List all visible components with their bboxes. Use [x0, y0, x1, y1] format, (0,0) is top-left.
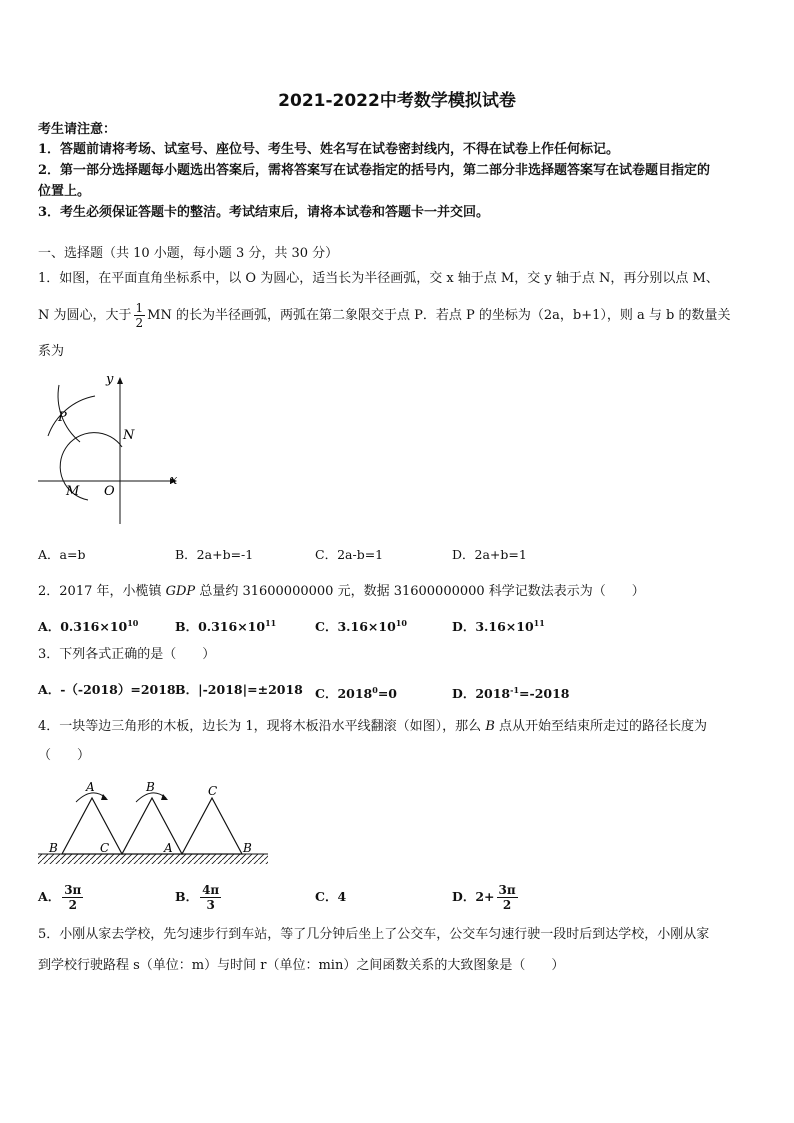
q1-line2	[38, 301, 730, 331]
q4-option-c[interactable]: C．4	[315, 889, 347, 904]
q4-figure	[36, 776, 272, 868]
q4-option-b-num: 4π	[202, 883, 220, 897]
q1-frac-num: 1	[135, 301, 144, 315]
q4-option-a-pre: A．	[38, 889, 61, 904]
q2-option-c-exp: 10	[395, 618, 407, 628]
q1-option-c[interactable]: C．2a-b=1	[315, 547, 384, 562]
section-heading: 一、选择题（共 10 小题，每小题 3 分，共 30 分）	[38, 246, 339, 261]
q3-option-d-tail: =-2018	[519, 686, 570, 702]
q2-stem	[38, 583, 645, 601]
q2-option-b[interactable]	[175, 614, 276, 636]
q4-label-a-top: A	[86, 780, 95, 794]
q2-option-a-base: A．0.316×10	[38, 619, 128, 635]
q2-option-c-base: C．3.16×10	[315, 619, 396, 635]
q2-option-b-exp: 11	[265, 618, 277, 628]
q4-triangle-2	[122, 798, 182, 854]
q2-option-b-base: B．0.316×10	[175, 619, 266, 635]
q5-line2: 到学校行驶路程 s（单位：m）与时间 r（单位：min）之间函数关系的大致图象是（ ）	[38, 958, 565, 973]
notice-heading: 考生请注意：	[38, 122, 117, 137]
q3-option-d-base: D．2018	[452, 686, 511, 702]
notice-item-1: 1．答题前请将考场、试室号、座位号、考生号、姓名写在试卷密封线内，不得在试卷上作任何标记。	[38, 142, 620, 157]
q1-label-n: N	[123, 428, 135, 443]
q4-option-a-num: 3π	[64, 883, 82, 897]
q3-option-d-exp: -1	[510, 685, 520, 695]
q1-option-a[interactable]: A．a=b	[38, 547, 86, 562]
q3-option-c-base: C．2018	[315, 686, 373, 702]
q2-option-a-exp: 10	[127, 618, 139, 628]
q2-option-d-exp: 11	[533, 618, 545, 628]
q4-ground-hatch	[38, 854, 268, 864]
q3-option-c-tail: =0	[377, 686, 397, 702]
q4-stem-pre: 4．一块等边三角形的木板，边长为 1，现将木板沿水平线翻滚（如图），那么	[38, 719, 486, 734]
q4-label-b-right: B	[243, 841, 252, 855]
q4-stem-post: 点从开始至结束所走过的路径长度为	[494, 719, 708, 734]
q4-option-b-den: 3	[206, 898, 215, 912]
notice-item-2: 2．第一部分选择题每小题选出答案后，需将答案写在试卷指定的括号内，第二部分非选择题答案写在试卷题目指定的	[38, 163, 711, 178]
q1-label-y: y	[106, 372, 114, 387]
q4-option-b-pre: B．	[175, 889, 199, 904]
q1-line2-post: MN 的长为半径画弧，两弧在第二象限交于点 P．若点 P 的坐标为（2a，b+1），则 a 与 b 的数量关	[147, 308, 731, 323]
q1-line3: 系为	[38, 344, 65, 359]
q5-line1: 5．小刚从家去学校，先匀速步行到车站，等了几分钟后坐上了公交车，公交车匀速行驶一段时后到达学校，小刚从家	[38, 927, 710, 942]
notice-item-2-cont: 位置上。	[38, 184, 91, 199]
q2-gdp: GDP	[165, 584, 196, 599]
q3-stem: 3．下列各式正确的是（ ）	[38, 647, 216, 662]
q1-label-o: O	[104, 484, 115, 499]
q1-line2-pre: N 为圆心，大于	[38, 308, 132, 323]
q2-stem-pre: 2．2017 年，小榄镇	[38, 584, 166, 599]
q3-option-a[interactable]: A．-（-2018）=2018	[38, 682, 176, 697]
q1-arc-from-m	[48, 396, 95, 436]
q1-option-b[interactable]: B．2a+b=-1	[175, 547, 254, 562]
q4-option-d-pre: D．2+	[452, 889, 495, 904]
q4-option-b[interactable]	[175, 880, 223, 914]
q1-option-d[interactable]: D．2a+b=1	[452, 547, 527, 562]
q1-figure	[30, 368, 190, 528]
q4-option-d-frac	[497, 883, 518, 912]
q4-option-a[interactable]	[38, 880, 85, 914]
q1-label-m: M	[66, 484, 80, 499]
q4-stem-cont: （ ）	[38, 748, 91, 763]
q1-label-x: x	[170, 473, 178, 488]
q4-triangle-1	[62, 798, 122, 854]
q3-option-b[interactable]: B．|-2018|=±2018	[175, 682, 303, 697]
q3-option-c[interactable]	[315, 681, 397, 703]
q4-triangle-3	[182, 798, 242, 854]
q1-label-p: P	[58, 410, 67, 425]
q4-option-d-den: 2	[502, 898, 512, 912]
page-title: 2021-2022中考数学模拟试卷	[278, 91, 516, 111]
q4-label-b-left: B	[49, 841, 58, 855]
q2-option-a[interactable]	[38, 614, 138, 636]
q1-y-arrow	[117, 377, 123, 384]
q4-label-b-top: B	[146, 780, 155, 794]
q4-option-d[interactable]	[452, 880, 520, 914]
q4-option-d-num: 3π	[498, 883, 516, 897]
q4-option-a-frac	[62, 883, 83, 912]
q2-stem-post: 总量约 31600000000 元，数据 31600000000 科学记数法表示为（ ）	[195, 584, 645, 599]
q4-label-c-top: C	[208, 784, 218, 798]
q4-stem	[38, 718, 707, 736]
q4-option-b-frac	[200, 883, 221, 912]
q2-option-d-base: D．3.16×10	[452, 619, 534, 635]
q2-option-c[interactable]	[315, 614, 407, 636]
q4-option-a-den: 2	[68, 898, 77, 912]
q3-option-d[interactable]	[452, 681, 569, 703]
notice-item-3: 3．考生必须保证答题卡的整洁。考试结束后，请将本试卷和答题卡一并交回。	[38, 205, 490, 220]
q1-frac-den: 2	[135, 316, 144, 330]
q4-label-a-bottom: A	[164, 841, 173, 855]
q4-label-c-bottom: C	[100, 841, 110, 855]
q4-var-b: B	[485, 719, 495, 734]
q1-fraction	[134, 301, 146, 330]
q3-option-c-exp: 0	[372, 685, 378, 695]
q2-option-d[interactable]	[452, 614, 545, 636]
q1-line1: 1．如图，在平面直角坐标系中，以 O 为圆心，适当长为半径画弧，交 x 轴于点 M，交 y 轴于点 N，再分别以点 M、	[38, 271, 719, 286]
